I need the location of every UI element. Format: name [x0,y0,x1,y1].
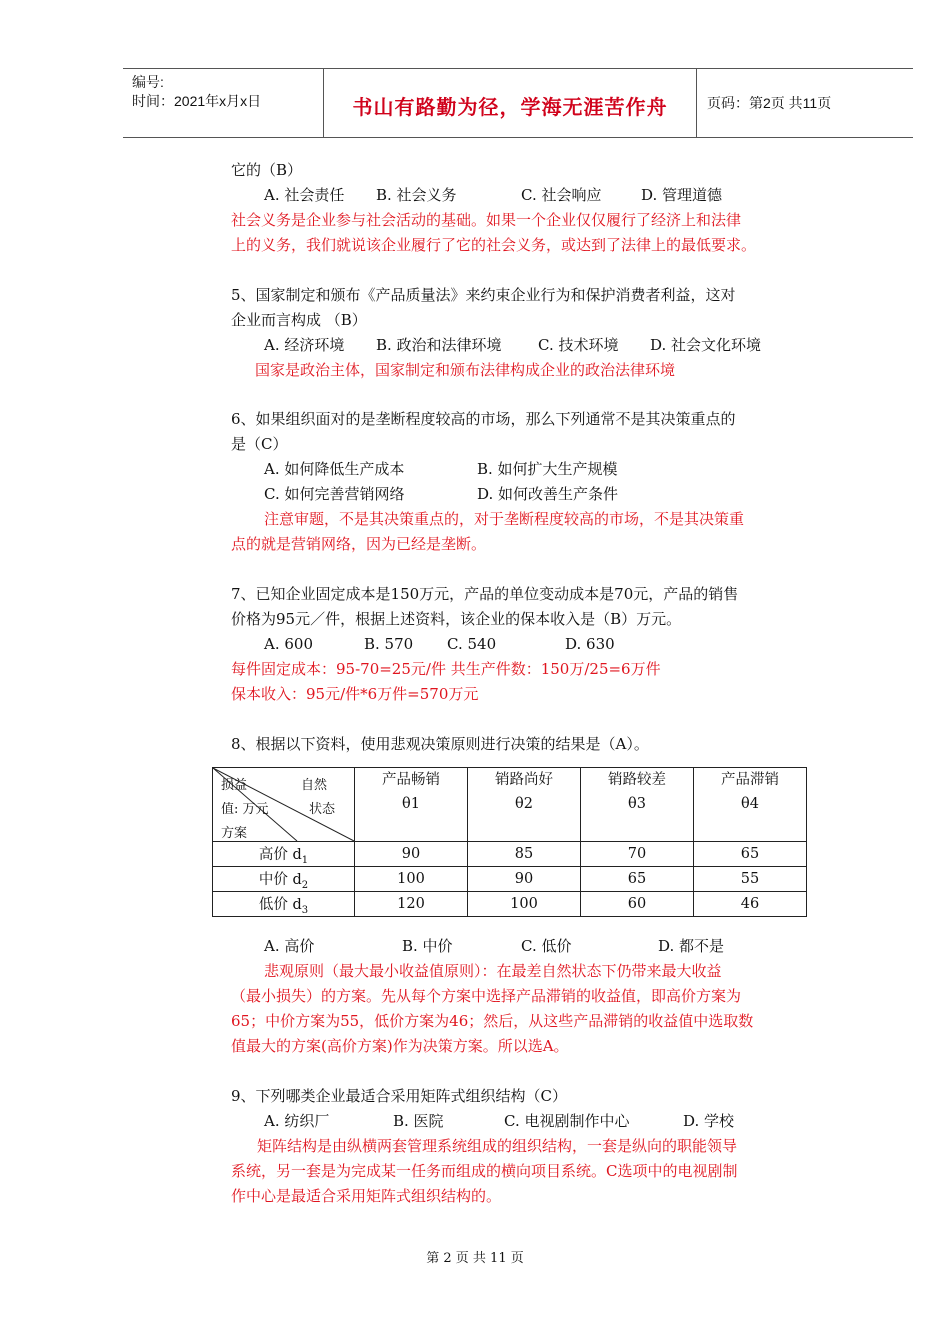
corner-label-payoff: 损益 [221,778,248,793]
header-page-label: 页码：第2页 共11页 [707,95,832,111]
q7-explanation-2: 保本收入：95元/件*6万件=570万元 [231,685,479,703]
q5-option-d: D. 社会文化环境 [650,336,762,354]
q7-stem-1: 7、已知企业固定成本是150万元，产品的单位变动成本是70元，产品的销售 [231,585,739,603]
header-page-cell [697,69,913,137]
header-motto: 书山有路勤为径，学海无涯苦作舟 [352,95,668,119]
q5-option-c: C. 技术环境 [538,336,619,354]
col-header-3: 销路较差 θ3 [581,768,694,842]
q6-option-a: A. 如何降低生产成本 [264,460,405,478]
corner-label-state: 状态 [309,802,336,817]
q8-explanation-1: 悲观原则（最大最小收益值原则）：在最差自然状态下仍带来最大收益 [264,962,722,980]
table-row [213,892,807,917]
q6-option-c: C. 如何完善营销网络 [264,485,405,503]
row-label: 高价 $d_1$ [213,842,355,867]
q4-option-c: C. 社会响应 [521,186,602,204]
page-footer: 第 2 页 共 11 页 [426,1251,524,1266]
table-cell: 65 [694,842,807,867]
q8-explanation-2: （最小损失）的方案。先从每个方案中选择产品滞销的收益值，即高价方案为 [231,987,742,1005]
table-cell: 46 [694,892,807,917]
q7-stem-2: 价格为95元／件，根据上述资料，该企业的保本收入是（B）万元。 [231,610,682,628]
row-label: 中价 $d_2$ [213,867,355,892]
table-cell: 120 [355,892,468,917]
doc-number-label: 编号: [132,74,164,90]
q6-option-d: D. 如何改善生产条件 [477,485,619,503]
q9-explanation-1: 矩阵结构是由纵横两套管理系统组成的组织结构，一套是纵向的职能领导 [257,1137,738,1155]
q4-option-d: D. 管理道德 [641,186,723,204]
q7-option-d: D. 630 [565,635,615,653]
q9-option-b: B. 医院 [393,1112,444,1130]
table-cell: 100 [468,892,581,917]
q4-continuation: 它的（B） [231,161,303,179]
col-header-2: 销路尚好 θ2 [468,768,581,842]
table-cell: 60 [581,892,694,917]
corner-label-natural: 自然 [301,778,328,793]
q9-explanation-3: 作中心是最适合采用矩阵式组织结构的。 [231,1187,502,1205]
col-header-4: 产品滞销 θ4 [694,768,807,842]
payoff-table-header-row [213,768,807,842]
q8-option-d: D. 都不是 [658,937,725,955]
table-cell: 100 [355,867,468,892]
q4-explanation-2: 上的义务，我们就说该企业履行了它的社会义务，或达到了法律上的最低要求。 [231,236,757,254]
payoff-table [212,767,807,917]
q6-explanation-1: 注意审题，不是其决策重点的，对于垄断程度较高的市场，不是其决策重 [264,510,745,528]
q8-option-a: A. 高价 [264,937,315,955]
corner-label-plan: 方案 [221,826,248,841]
page-header [123,68,913,138]
q8-explanation-3: 65；中价方案为55，低价方案为46；然后，从这些产品滞销的收益值中选取数 [231,1012,754,1030]
corner-label-unit: 值: 万元 [221,802,269,817]
table-cell: 90 [468,867,581,892]
q7-explanation-1: 每件固定成本：95-70=25元/件 共生产件数：150万/25=6万件 [231,660,661,678]
payoff-table-corner-cell [213,768,355,842]
q4-option-a: A. 社会责任 [264,186,345,204]
q5-option-a: A. 经济环境 [264,336,345,354]
q4-option-b: B. 社会义务 [376,186,457,204]
table-cell: 55 [694,867,807,892]
q5-stem-1: 5、国家制定和颁布《产品质量法》来约束企业行为和保护消费者利益，这对 [231,286,736,304]
q7-option-a: A. 600 [264,635,313,653]
q8-explanation-4: 值最大的方案(高价方案)作为决策方案。所以选A。 [231,1037,569,1055]
table-row [213,867,807,892]
q6-explanation-2: 点的就是营销网络，因为已经是垄断。 [231,535,487,553]
q5-stem-2: 企业而言构成 （B） [231,311,367,329]
q8-option-b: B. 中价 [402,937,453,955]
q8-stem-1: 8、根据以下资料，使用悲观决策原则进行决策的结果是（A）。 [231,735,649,753]
q6-option-b: B. 如何扩大生产规模 [477,460,618,478]
q6-stem-1: 6、如果组织面对的是垄断程度较高的市场，那么下列通常不是其决策重点的 [231,410,736,428]
q4-explanation-1: 社会义务是企业参与社会活动的基础。如果一个企业仅仅履行了经济上和法律 [231,211,742,229]
q5-option-b: B. 政治和法律环境 [376,336,502,354]
q8-option-c: C. 低价 [521,937,572,955]
doc-time-label: 时间：2021年x月x日 [132,93,262,109]
q9-option-d: D. 学校 [683,1112,735,1130]
table-cell: 65 [581,867,694,892]
q6-stem-2: 是（C） [231,435,288,453]
header-motto-cell [324,69,697,137]
row-label: 低价 $d_3$ [213,892,355,917]
q9-explanation-2: 系统，另一套是为完成某一任务而组成的横向项目系统。C选项中的电视剧制 [231,1162,738,1180]
table-cell: 90 [355,842,468,867]
header-meta-cell [123,69,324,137]
q9-option-c: C. 电视剧制作中心 [504,1112,630,1130]
q5-explanation-1: 国家是政治主体，国家制定和颁布法律构成企业的政治法律环境 [255,361,676,379]
table-cell: 70 [581,842,694,867]
q7-option-b: B. 570 [364,635,414,653]
col-header-1: 产品畅销 θ1 [355,768,468,842]
table-cell: 85 [468,842,581,867]
q9-option-a: A. 纺织厂 [264,1112,330,1130]
q7-option-c: C. 540 [447,635,497,653]
table-row [213,842,807,867]
q9-stem-1: 9、下列哪类企业最适合采用矩阵式组织结构（C） [231,1087,568,1105]
